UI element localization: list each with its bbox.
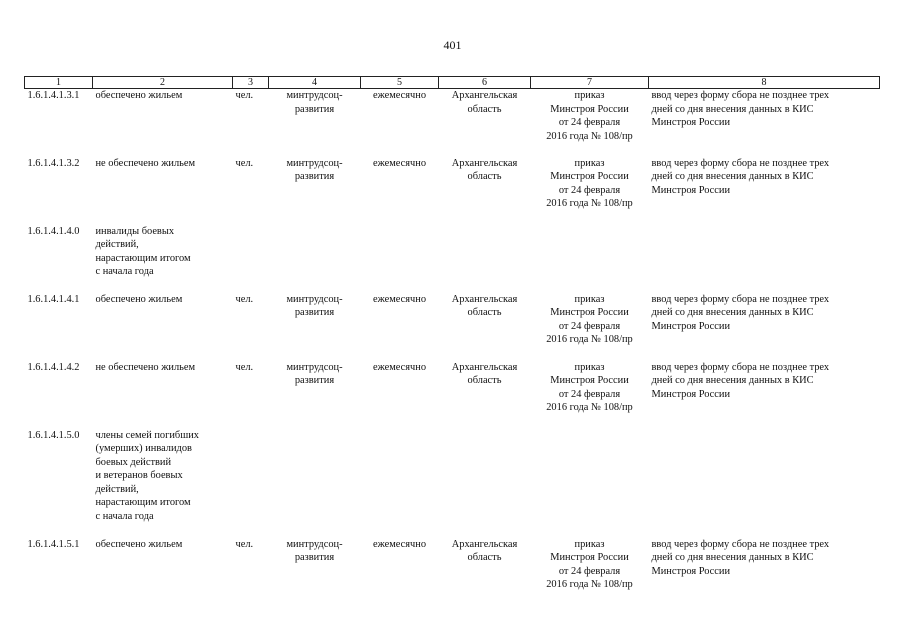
unit-of-measure bbox=[233, 225, 269, 293]
unit-of-measure: чел. bbox=[235, 361, 254, 373]
unit-of-measure: чел. bbox=[235, 538, 254, 550]
column-header-7: 7 bbox=[531, 77, 649, 89]
periodicity: ежемесячно bbox=[372, 538, 427, 550]
table-row bbox=[25, 538, 880, 598]
responsible-body bbox=[269, 429, 361, 538]
indicator-name: не обеспечено жильем bbox=[95, 361, 196, 373]
indicator-name: члены семей погибших (умерших) инвалидов боевых действий и ветеранов боевых действий, нарастающим итогом с начала года bbox=[95, 429, 199, 523]
column-header-2: 2 bbox=[93, 77, 233, 89]
territory: Архангельская область bbox=[451, 157, 518, 183]
indicator-name: инвалиды боевых действий, нарастающим итогом с начала года bbox=[95, 225, 191, 278]
periodicity: ежемесячно bbox=[372, 293, 427, 305]
input-method bbox=[649, 225, 880, 293]
table-row-group-heading bbox=[25, 429, 880, 538]
indicator-code: 1.6.1.4.1.5.0 bbox=[27, 429, 80, 441]
unit-of-measure: чел. bbox=[235, 293, 254, 305]
column-header-5: 5 bbox=[361, 77, 439, 89]
responsible-body: минтрудсоц- развития bbox=[286, 538, 343, 564]
indicator-name: обеспечено жильем bbox=[95, 90, 183, 101]
territory bbox=[439, 225, 531, 293]
table-row bbox=[25, 89, 880, 157]
territory: Архангельская область bbox=[451, 293, 518, 319]
column-number-header bbox=[25, 77, 880, 89]
input-method: ввод через форму сбора не позднее трех дней со дня внесения данных в КИС Минстроя России bbox=[651, 293, 830, 332]
table-row bbox=[25, 293, 880, 361]
indicator-table bbox=[24, 76, 880, 598]
territory: Архангельская область bbox=[451, 538, 518, 564]
legal-basis bbox=[531, 225, 649, 293]
legal-basis: приказ Минстроя России от 24 февраля 2016 года № 108/пр bbox=[546, 90, 633, 142]
responsible-body: минтрудсоц- развития bbox=[286, 361, 343, 387]
indicator-name: не обеспечено жильем bbox=[95, 157, 196, 169]
responsible-body: минтрудсоц- развития bbox=[286, 90, 343, 115]
indicator-code: 1.6.1.4.1.4.0 bbox=[27, 225, 80, 237]
periodicity: ежемесячно bbox=[372, 361, 427, 373]
input-method: ввод через форму сбора не позднее трех дней со дня внесения данных в КИС Минстроя России bbox=[651, 157, 830, 196]
column-header-3: 3 bbox=[233, 77, 269, 89]
territory: Архангельская область bbox=[451, 361, 518, 387]
unit-of-measure: чел. bbox=[235, 90, 254, 101]
periodicity bbox=[361, 429, 439, 538]
responsible-body: минтрудсоц- развития bbox=[286, 293, 343, 319]
indicator-code: 1.6.1.4.1.5.1 bbox=[27, 538, 80, 550]
unit-of-measure bbox=[233, 429, 269, 538]
table-row-group-heading bbox=[25, 225, 880, 293]
column-header-6: 6 bbox=[439, 77, 531, 89]
page-number: 401 bbox=[443, 38, 462, 52]
table-row bbox=[25, 157, 880, 225]
territory: Архангельская область bbox=[451, 90, 518, 115]
indicator-code: 1.6.1.4.1.4.2 bbox=[27, 361, 80, 373]
legal-basis: приказ Минстроя России от 24 февраля 2016 года № 108/пр bbox=[546, 293, 633, 346]
indicator-code: 1.6.1.4.1.3.1 bbox=[27, 90, 80, 101]
legal-basis: приказ Минстроя России от 24 февраля 2016 года № 108/пр bbox=[546, 157, 633, 210]
periodicity bbox=[361, 225, 439, 293]
input-method: ввод через форму сбора не позднее трех дней со дня внесения данных в КИС Минстроя России bbox=[651, 538, 830, 577]
responsible-body bbox=[269, 225, 361, 293]
input-method bbox=[649, 429, 880, 538]
input-method: ввод через форму сбора не позднее трех дней со дня внесения данных в КИС Минстроя России bbox=[651, 90, 830, 129]
indicator-code: 1.6.1.4.1.4.1 bbox=[27, 293, 80, 305]
legal-basis: приказ Минстроя России от 24 февраля 2016 года № 108/пр bbox=[546, 361, 633, 414]
periodicity: ежемесячно bbox=[372, 90, 427, 101]
column-header-4: 4 bbox=[269, 77, 361, 89]
column-header-1: 1 bbox=[25, 77, 93, 89]
legal-basis: приказ Минстроя России от 24 февраля 2016 года № 108/пр bbox=[546, 538, 633, 591]
table-row bbox=[25, 361, 880, 429]
responsible-body: минтрудсоц- развития bbox=[286, 157, 343, 183]
column-header-8: 8 bbox=[649, 77, 880, 89]
periodicity: ежемесячно bbox=[372, 157, 427, 169]
indicator-code: 1.6.1.4.1.3.2 bbox=[27, 157, 80, 169]
indicator-name: обеспечено жильем bbox=[95, 293, 183, 305]
territory bbox=[439, 429, 531, 538]
indicator-name: обеспечено жильем bbox=[95, 538, 183, 550]
input-method: ввод через форму сбора не позднее трех дней со дня внесения данных в КИС Минстроя России bbox=[651, 361, 830, 400]
legal-basis bbox=[531, 429, 649, 538]
unit-of-measure: чел. bbox=[235, 157, 254, 169]
